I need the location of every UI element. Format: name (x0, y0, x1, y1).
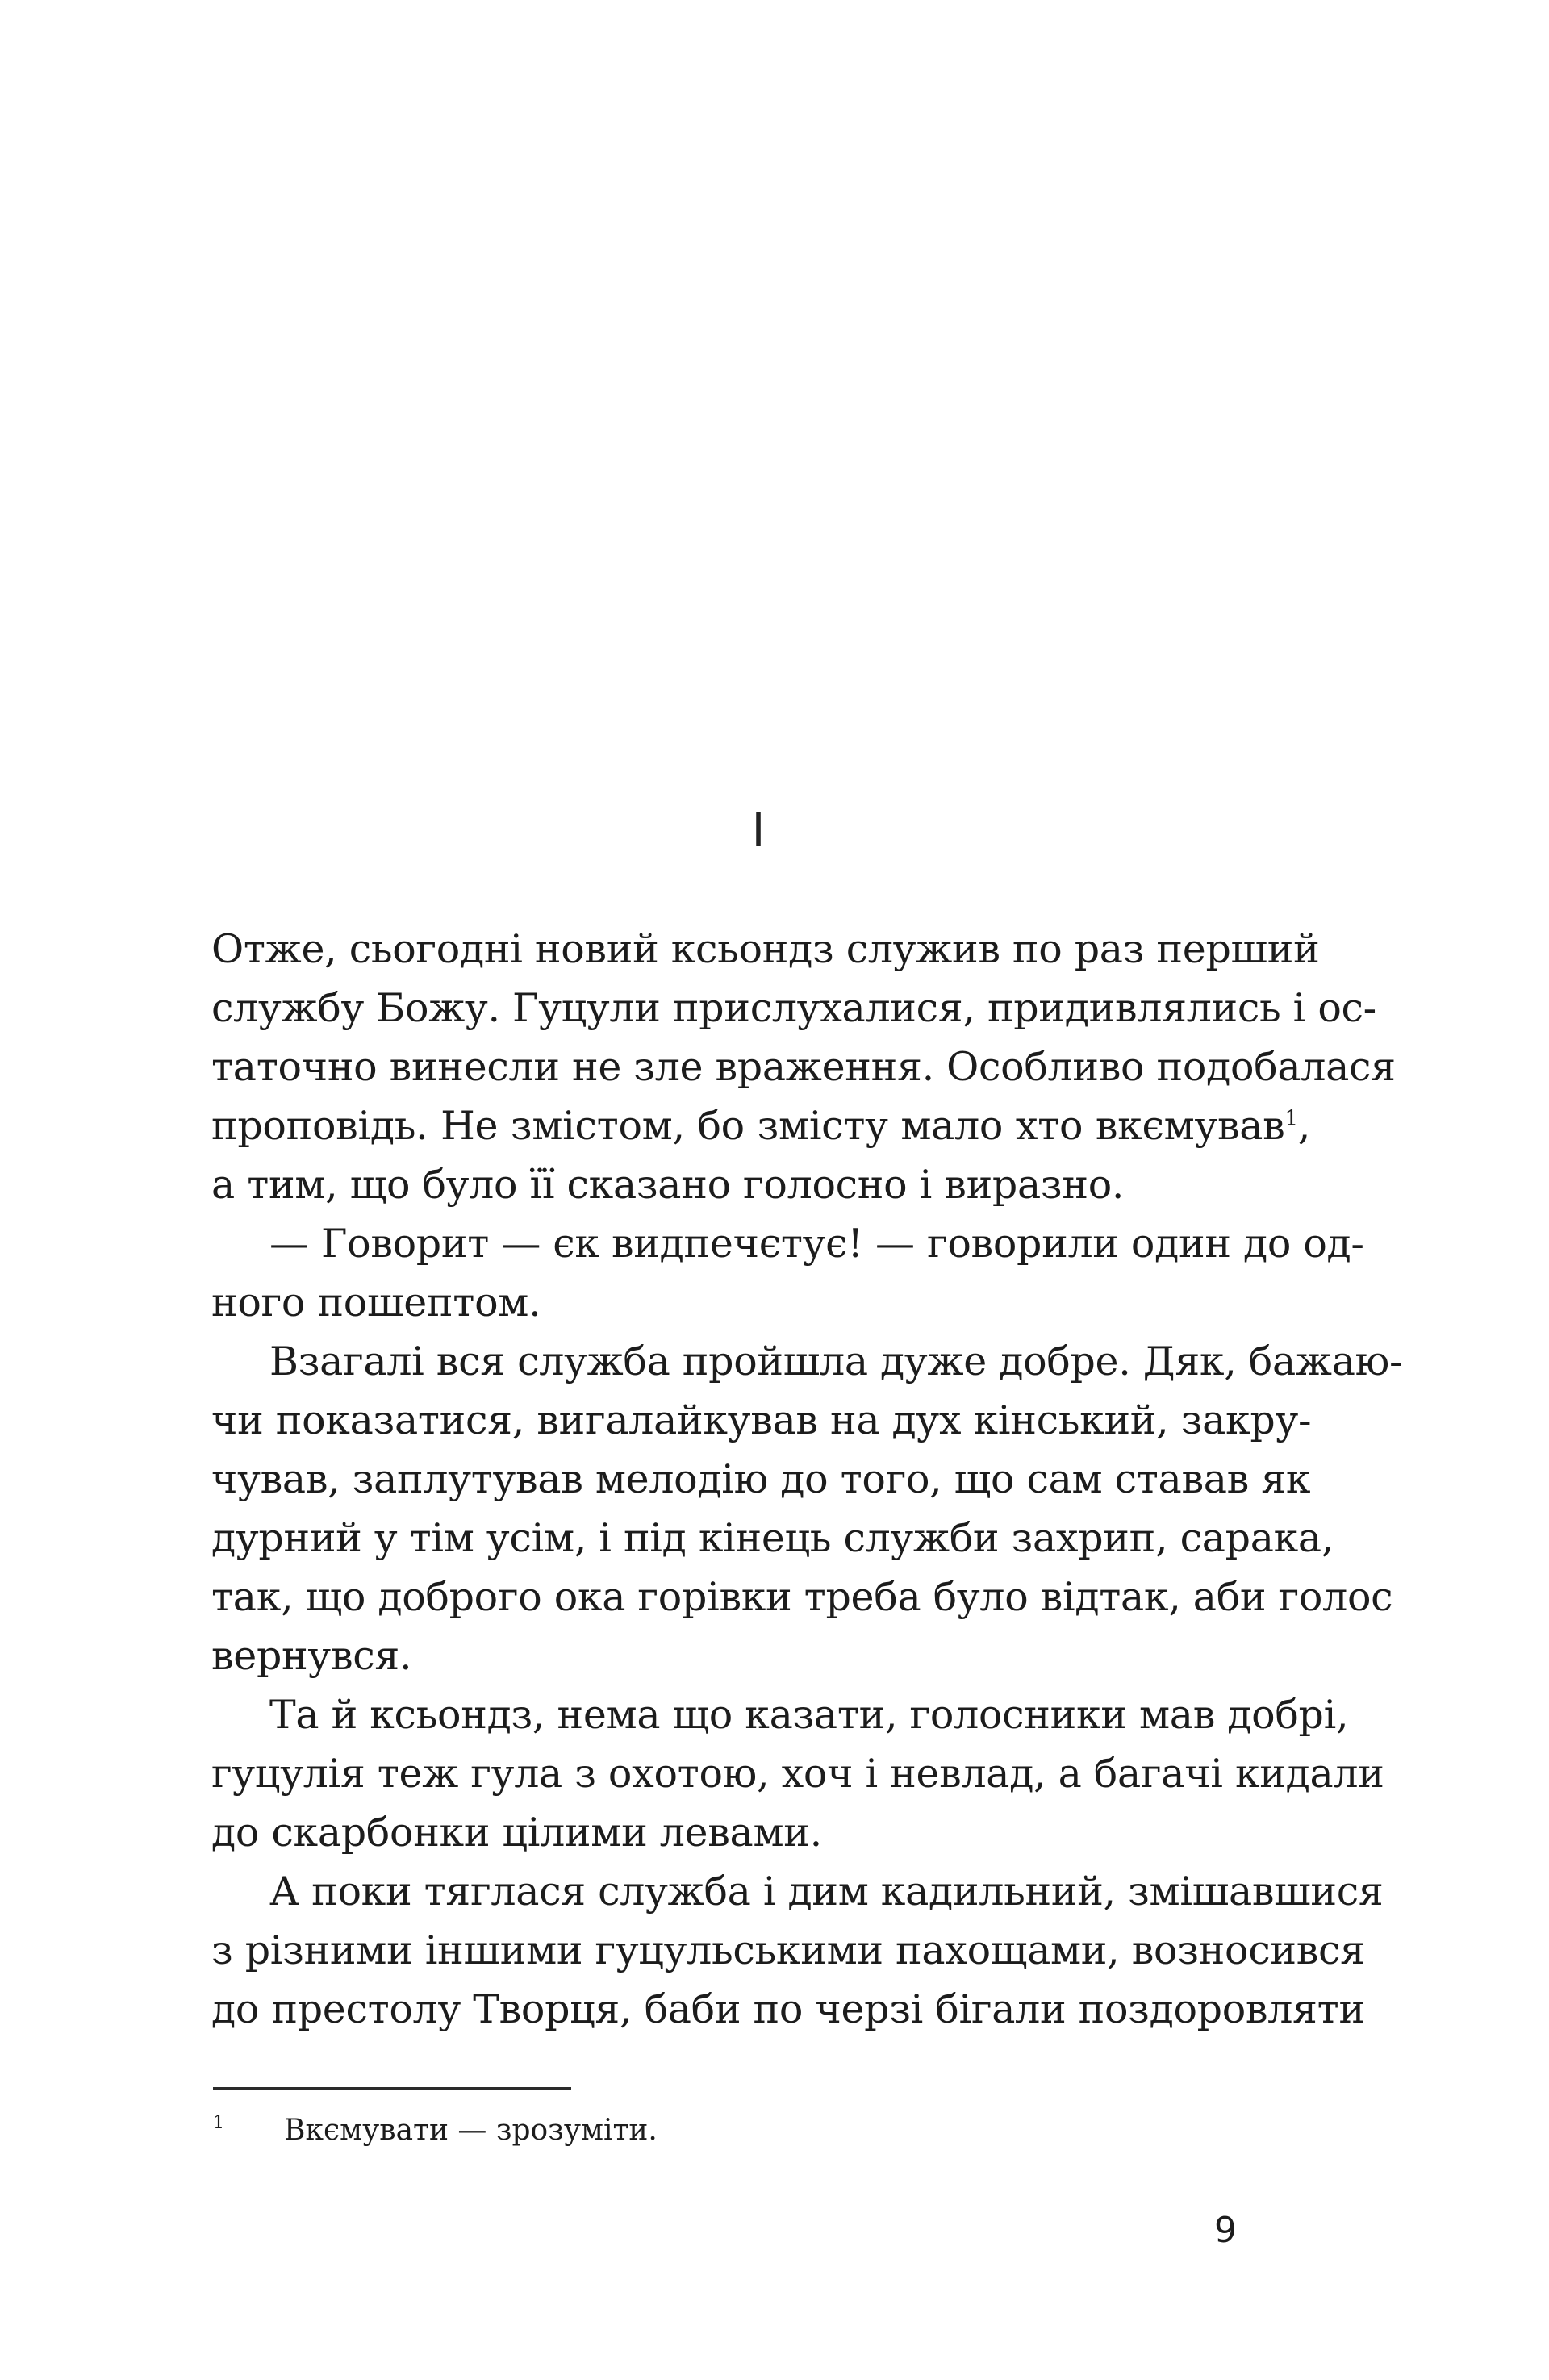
text-line: — Говорит — єк видпечєтує! — говорили один до од- (269, 1221, 1364, 1267)
text-line: до скарбонки цілими левами. (211, 1810, 822, 1856)
page-number: 9 (1214, 2210, 1237, 2251)
text-line: з різними іншими гуцульськими пахощами, возносився (211, 1927, 1365, 1973)
text-line: чи показатися, вигалайкував на дух кінський, закру- (211, 1397, 1312, 1443)
text-line: службу Божу. Гуцули прислухалися, придивлялись і ос- (211, 985, 1376, 1031)
text-line: Взагалі вся служба пройшла дуже добре. Дяк, бажаю- (269, 1338, 1403, 1384)
footnote-text: Вкємувати — зрозуміти. (284, 2114, 658, 2147)
text-line: А поки тяглася служба і дим кадильний, змішавшися (269, 1869, 1384, 1914)
text-line: а тим, що було її сказано голосно і виразно. (211, 1162, 1125, 1208)
text-line: гуцулія теж гула з охотою, хоч і невлад, а багачі кидали (211, 1751, 1384, 1797)
text-line: таточно винесли не зле враження. Особливо подобалася (211, 1044, 1396, 1090)
text-line-content: проповідь. Не змістом, бо змісту мало хто вкємував (211, 1103, 1285, 1149)
text-line: так, що доброго ока горівки треба було відтак, аби голос (211, 1574, 1393, 1620)
footnote-marker: 1 (213, 2113, 224, 2133)
text-line: чував, заплутував мелодію до того, що сам ставав як (211, 1456, 1311, 1502)
text-line: вернувся. (211, 1633, 412, 1679)
text-line: Отже, сьогодні новий ксьондз служив по раз перший (211, 926, 1320, 972)
footnote-divider (213, 2087, 571, 2090)
text-line: Та й ксьондз, нема що казати, голосники мав добрі, (269, 1692, 1349, 1738)
footnote-reference-punctuation: , (1297, 1103, 1310, 1149)
body-text (211, 920, 1403, 2039)
text-line: до престолу Творця, баби по черзі бігали поздоровляти (211, 1986, 1365, 2032)
footnote (213, 2110, 1312, 2152)
chapter-heading: I (751, 804, 766, 857)
text-line-with-footnote-ref (211, 1096, 1310, 1155)
text-line: дурний у тім усім, і під кінець служби захрип, сарака, (211, 1515, 1334, 1561)
text-line: ного пошептом. (211, 1280, 541, 1326)
footnote-reference: 1 (1284, 1106, 1298, 1131)
